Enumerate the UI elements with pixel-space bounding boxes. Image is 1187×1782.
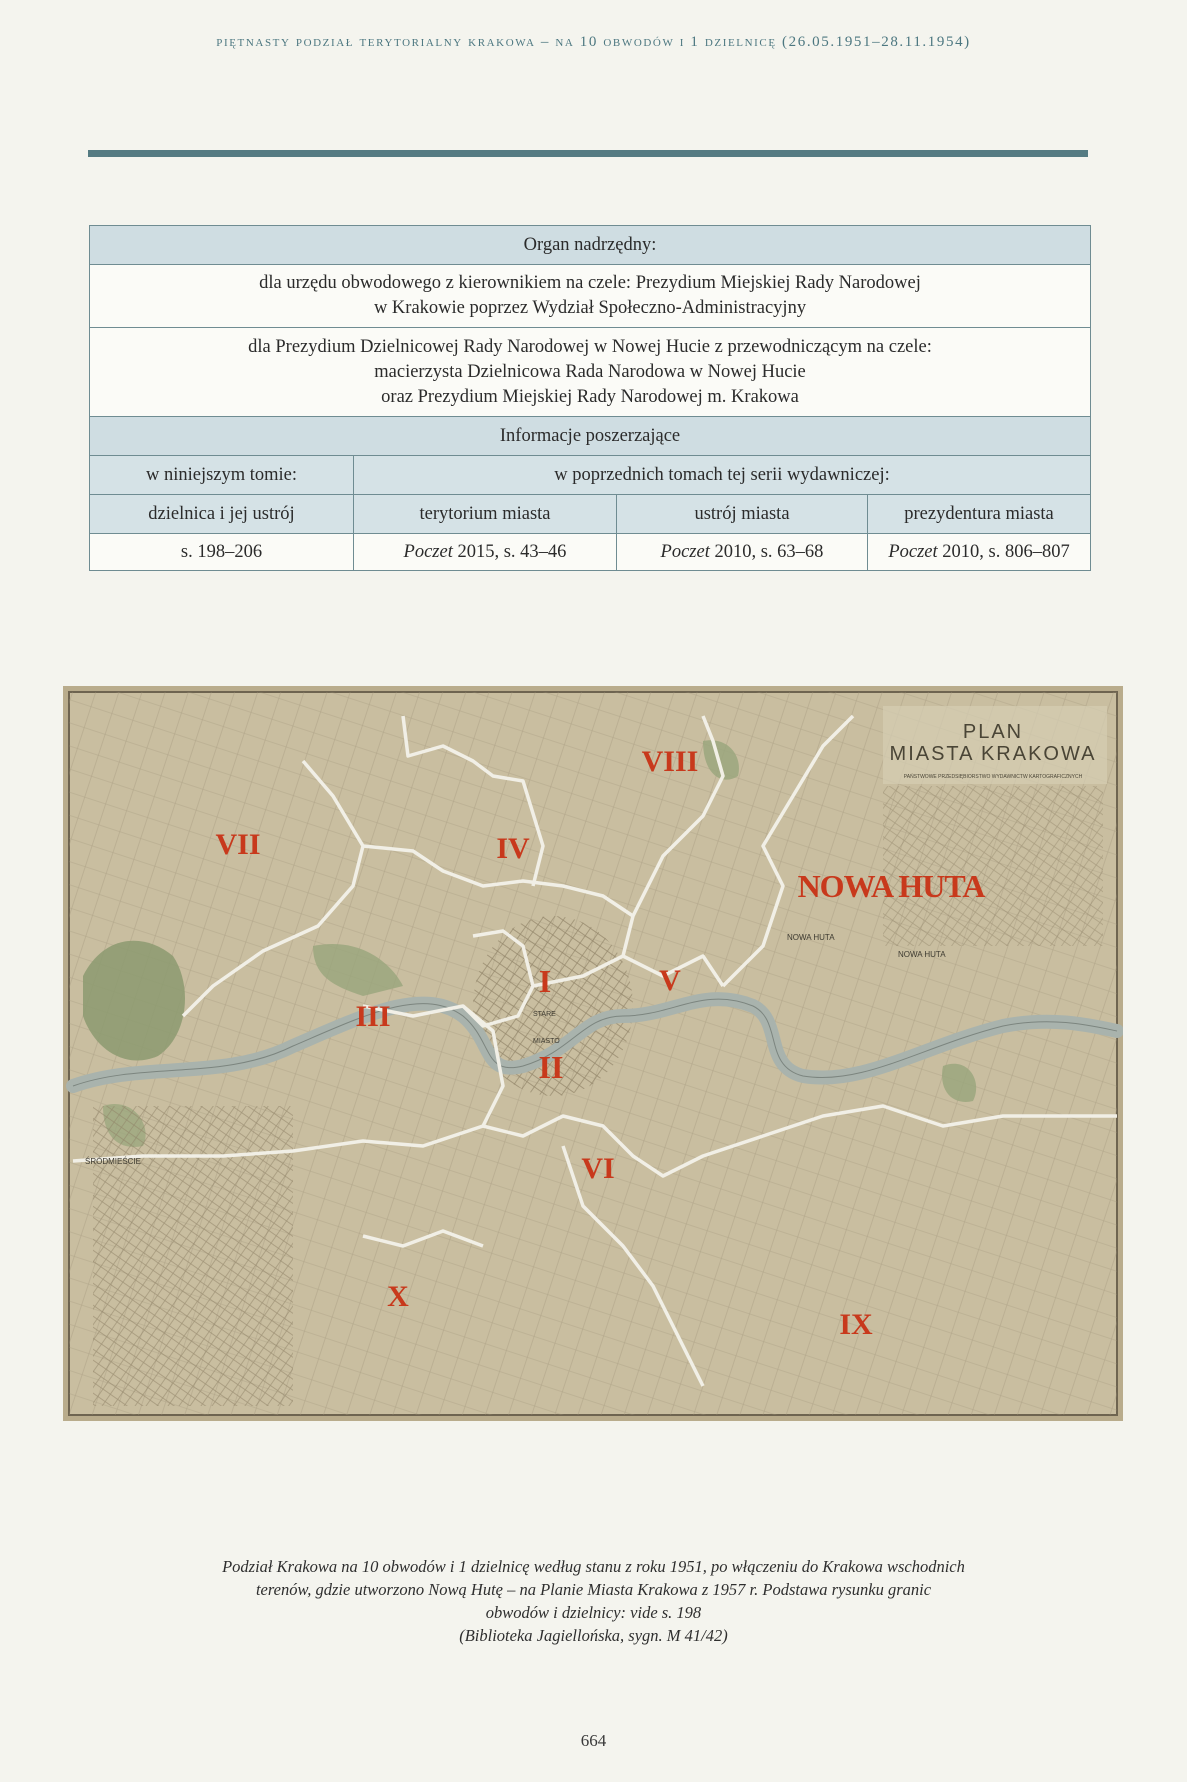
sub-headers-row <box>90 495 1091 534</box>
caption-line: (Biblioteka Jagiellońska, sygn. M 41/42) <box>459 1626 728 1645</box>
sub-header: terytorium miasta <box>354 495 617 534</box>
running-head: piętnasty podział terytorialny krakowa – na 10 obwodów i 1 dzielnicę (26.05.1951–28.11.1954) <box>216 34 971 50</box>
nowa-huta-label: NOWA HUTA <box>797 868 985 904</box>
info-header: Informacje poszerzające <box>90 417 1091 456</box>
organ-row-1-line-1: dla urzędu obwodowego z kierownikiem na czele: Prezydium Miejskiej Rady Narodowej <box>259 273 921 293</box>
krakow-map <box>63 686 1123 1421</box>
district-label: II <box>538 1049 564 1085</box>
map-title-line-2: MIASTA KRAKOWA <box>889 743 1097 765</box>
map-caption <box>150 1555 1037 1647</box>
value-cell: s. 198–206 <box>90 534 354 571</box>
caption-line: terenów, gdzie utworzono Nową Hutę – na Planie Miasta Krakowa z 1957 r. Podstawa rysunku granic <box>255 1580 932 1599</box>
caption-line: obwodów i dzielnicy: vide s. 198 <box>485 1603 702 1622</box>
nowa-huta-small-label: NOWA HUTA <box>787 933 835 942</box>
organ-row-2 <box>90 328 1091 417</box>
organ-row-1-cell <box>90 265 1091 328</box>
district-label: III <box>355 1000 391 1033</box>
district-label: V <box>659 964 681 997</box>
organ-row-1 <box>90 265 1091 328</box>
col-previous: w poprzednich tomach tej serii wydawniczej: <box>354 456 1091 495</box>
map-title-line-1: PLAN <box>962 721 1024 743</box>
info-table <box>89 225 1091 571</box>
district-label: X <box>387 1280 409 1313</box>
col-this-volume: w niniejszym tomie: <box>90 456 354 495</box>
value-cell: Poczet 2010, s. 806–807 <box>868 534 1091 571</box>
district-label: VI <box>581 1152 615 1185</box>
organ-row-2-line-2: macierzysta Dzielnicowa Rada Narodowa w Nowej Hucie <box>374 361 806 382</box>
caption-line: Podział Krakowa na 10 obwodów i 1 dzielnicę według stanu z roku 1951, po włączeniu do Krakowa wschodnich <box>222 1557 965 1576</box>
district-label: IV <box>496 832 530 865</box>
info-header-row <box>90 417 1091 456</box>
miasto-label: MIASTO <box>533 1038 560 1045</box>
organ-header: Organ nadrzędny: <box>90 226 1091 265</box>
district-label: IX <box>839 1308 873 1341</box>
stare-label: STARE <box>533 1011 556 1018</box>
value-cell: Poczet 2010, s. 63–68 <box>617 534 868 571</box>
columns-row <box>90 456 1091 495</box>
header-rule <box>88 150 1088 157</box>
organ-row-2-cell <box>90 328 1091 417</box>
nowa-huta-inset-map <box>883 786 1103 946</box>
map-figure <box>63 686 1123 1421</box>
district-label: I <box>538 963 552 999</box>
values-row <box>90 534 1091 571</box>
value-cell: Poczet 2015, s. 43–46 <box>354 534 617 571</box>
sub-header: dzielnica i jej ustrój <box>90 495 354 534</box>
nowa-huta-inset-label: NOWA HUTA <box>898 950 946 959</box>
page-number: 664 <box>580 1731 607 1750</box>
map-publisher: PAŃSTWOWE PRZEDSIĘBIORSTWO WYDAWNICTW KARTOGRAFICZNYCH <box>903 774 1083 780</box>
srodmiescie-inset-map <box>93 1106 293 1406</box>
organ-row-2-line-3: oraz Prezydium Miejskiej Rady Narodowej m. Krakowa <box>381 386 799 407</box>
organ-row-2-line-1: dla Prezydium Dzielnicowej Rady Narodowej w Nowej Hucie z przewodniczącym na czele: <box>248 336 932 357</box>
organ-header-row <box>90 226 1091 265</box>
district-label: VIII <box>641 745 699 778</box>
district-label: VII <box>215 828 261 861</box>
sub-header: prezydentura miasta <box>868 495 1091 534</box>
sub-header: ustrój miasta <box>617 495 868 534</box>
organ-row-1-line-2: w Krakowie poprzez Wydział Społeczno-Administracyjny <box>373 298 807 318</box>
srodmiescie-label: ŚRÓDMIEŚCIE <box>85 1157 142 1166</box>
